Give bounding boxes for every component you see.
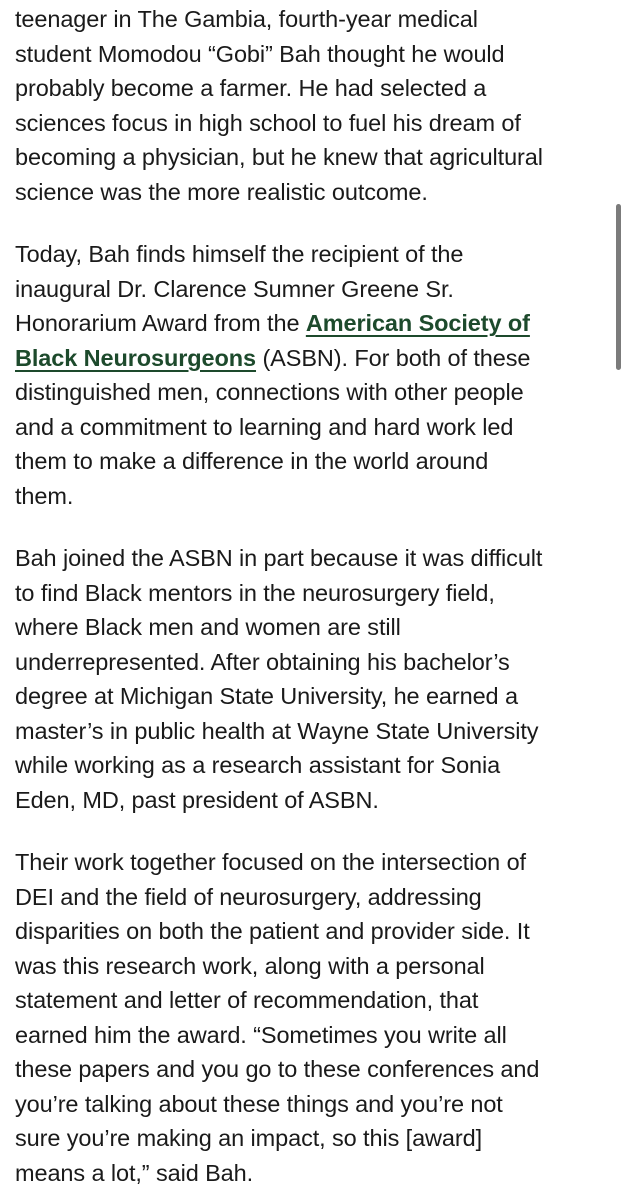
text-line: these papers and you go to these conferences and <box>15 1056 540 1082</box>
text-line: inaugural Dr. Clarence Sumner Greene Sr. <box>15 275 454 302</box>
text-line: them to make a difference in the world around <box>15 448 489 474</box>
text-line: distinguished men, connections with other people <box>15 379 524 405</box>
text-line: degree at Michigan State University, he earned a <box>15 683 518 709</box>
text-line: while working as a research assistant for Sonia <box>15 752 501 778</box>
paragraph-4 <box>15 845 609 1190</box>
article-body <box>15 2 609 1200</box>
text-line: where Black men and women are still <box>15 614 401 640</box>
text-line: sure you’re making an impact, so this [award] <box>15 1125 483 1151</box>
text-line: you’re talking about these things and you’re not <box>15 1090 503 1117</box>
paragraph-1 <box>15 2 609 209</box>
text-line: statement and letter of recommendation, that <box>15 987 479 1013</box>
text-line: means a lot,” said Bah. <box>15 1159 254 1186</box>
vertical-scrollbar-thumb[interactable] <box>616 204 621 370</box>
text-segment: (ASBN). For both of these <box>256 344 531 371</box>
text-line: underrepresented. After obtaining his bachelor’s <box>15 648 510 675</box>
text-line: was this research work, along with a personal <box>15 952 485 979</box>
text-segment: Honorarium Award from the <box>15 310 306 336</box>
text-line: becoming a physician, but he knew that agricultural <box>15 144 543 170</box>
text-line-with-link <box>15 306 609 341</box>
text-line: Eden, MD, past president of ASBN. <box>15 786 379 813</box>
text-line: Today, Bah finds himself the recipient of the <box>15 241 464 267</box>
text-line-with-link <box>15 341 609 376</box>
paragraph-3 <box>15 541 609 817</box>
paragraph-2 <box>15 237 609 513</box>
text-line: sciences focus in high school to fuel his dream of <box>15 109 521 136</box>
text-line: Bah joined the ASBN in part because it was difficult <box>15 545 543 571</box>
text-line: science was the more realistic outcome. <box>15 178 428 205</box>
text-line: earned him the award. “Sometimes you write all <box>15 1021 507 1048</box>
asbn-link-part-2[interactable]: Black Neurosurgeons <box>15 344 257 371</box>
text-line: Their work together focused on the intersection of <box>15 849 526 875</box>
text-line: DEI and the field of neurosurgery, addressing <box>15 883 482 910</box>
text-line: and a commitment to learning and hard work led <box>15 413 514 440</box>
text-line: to find Black mentors in the neurosurgery field, <box>15 579 495 606</box>
text-line: teenager in The Gambia, fourth-year medical <box>15 6 478 32</box>
asbn-link-part-1[interactable]: American Society of <box>305 310 530 336</box>
text-line: student Momodou “Gobi” Bah thought he would <box>15 40 505 67</box>
text-line: them. <box>15 482 74 509</box>
text-line: probably become a farmer. He had selected a <box>15 75 487 101</box>
text-line: disparities on both the patient and provider side. It <box>15 918 530 944</box>
text-line: master’s in public health at Wayne State University <box>15 717 539 744</box>
